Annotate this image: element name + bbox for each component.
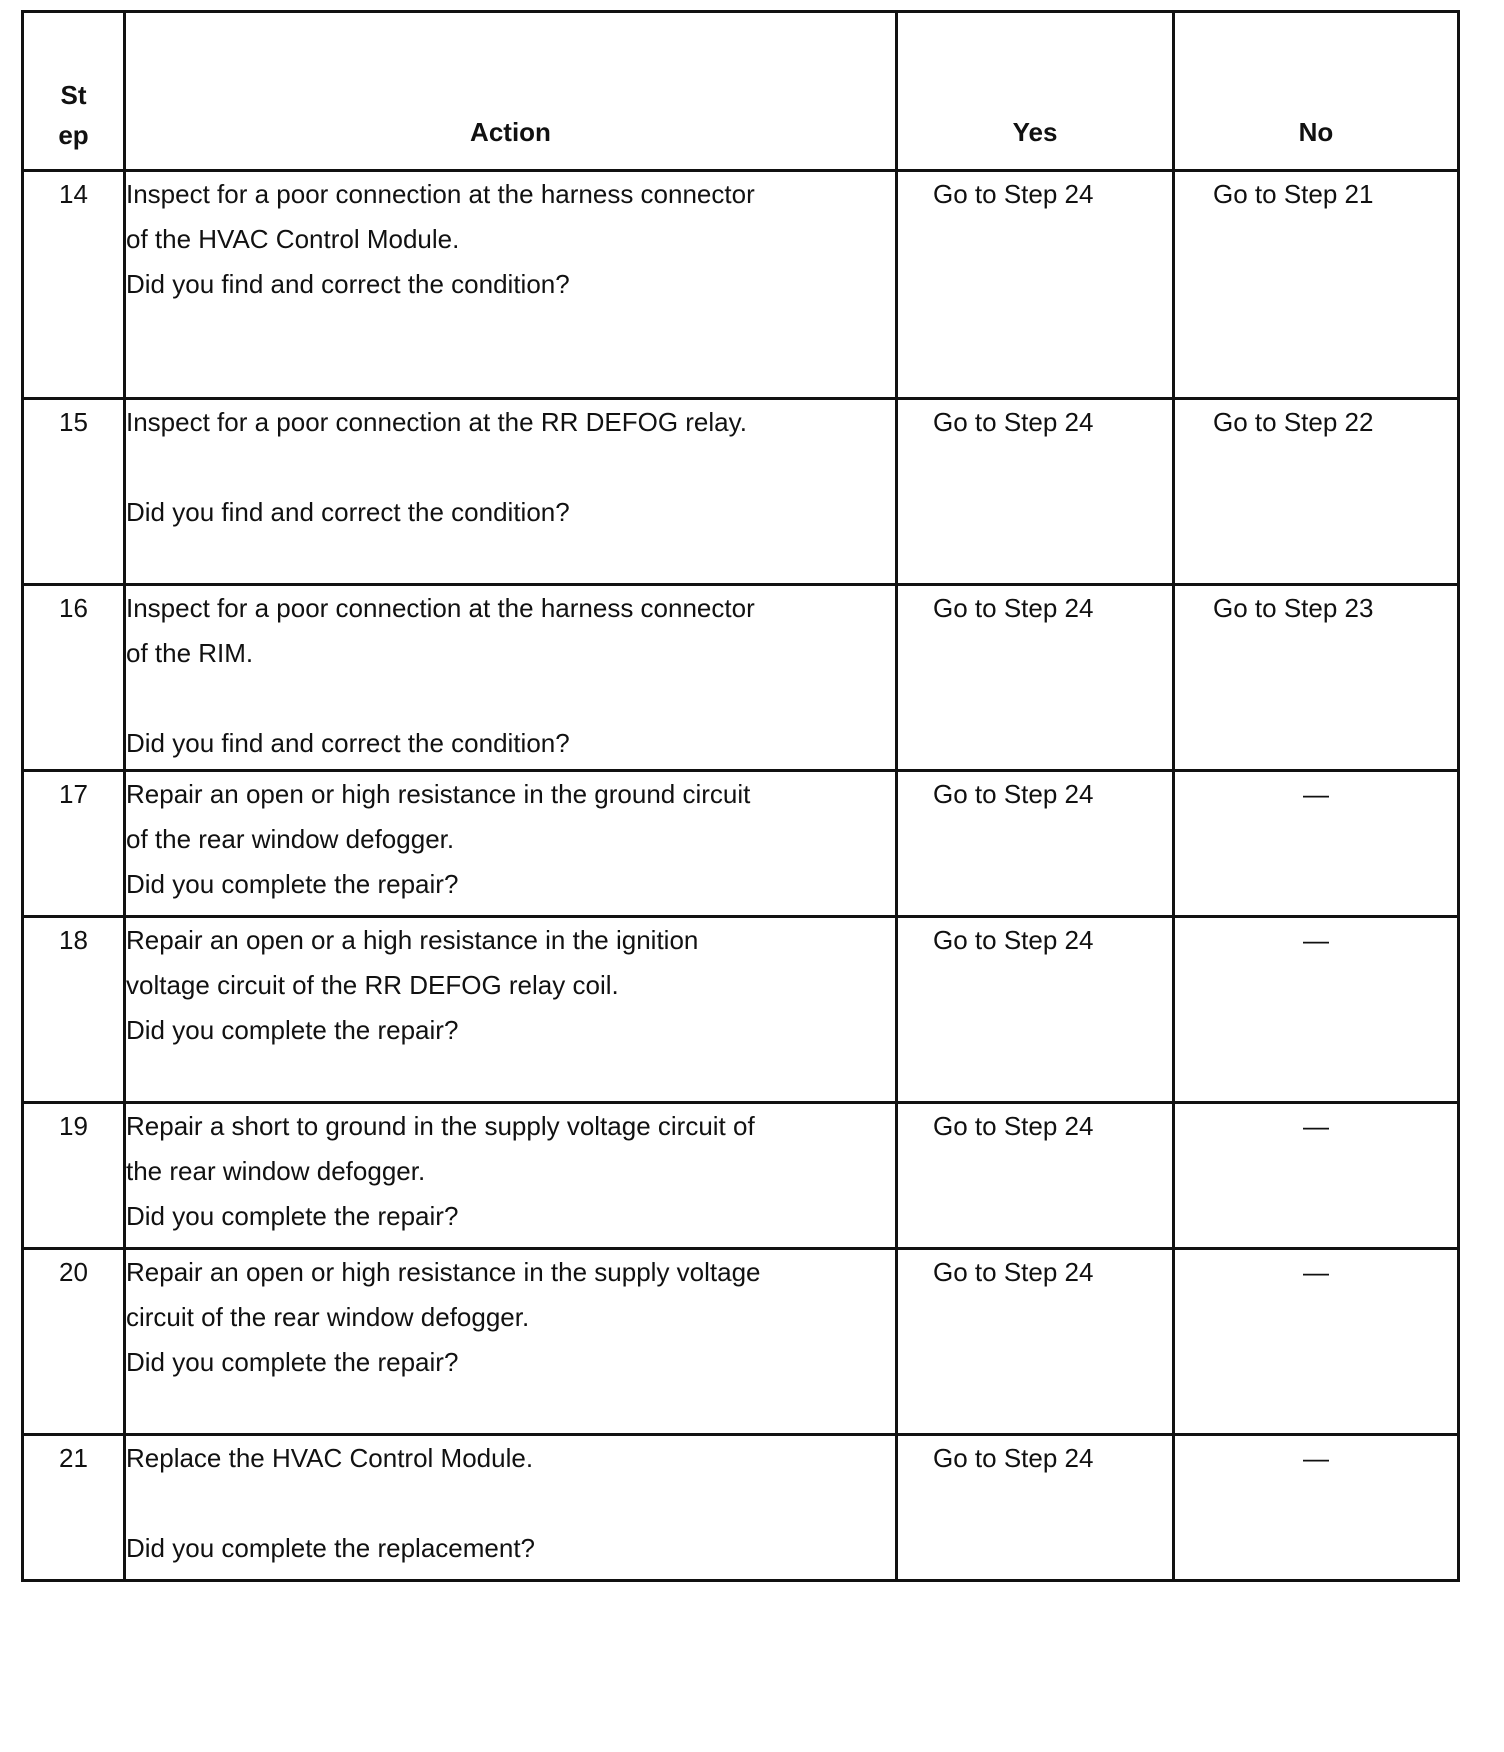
step-number: 19 xyxy=(23,1103,125,1249)
no-result-cell xyxy=(1174,1435,1459,1581)
step-column-header xyxy=(23,12,125,171)
yes-result: Go to Step 24 xyxy=(933,925,1094,955)
yes-result: Go to Step 24 xyxy=(933,593,1094,623)
action-line: Repair a short to ground in the supply voltage circuit of xyxy=(126,1111,755,1141)
action-line: Inspect for a poor connection at the RR DEFOG relay. xyxy=(126,407,747,437)
action-line xyxy=(126,1481,895,1526)
action-cell xyxy=(125,1103,897,1249)
action-line: of the RIM. xyxy=(126,638,254,668)
step-number: 17 xyxy=(23,771,125,917)
action-line: Did you complete the repair? xyxy=(126,869,459,899)
yes-result-cell xyxy=(897,1435,1174,1581)
action-cell xyxy=(125,771,897,917)
no-result: — xyxy=(1303,1257,1329,1287)
action-line: Did you complete the repair? xyxy=(126,1015,459,1045)
action-line: Repair an open or a high resistance in the ignition xyxy=(126,925,699,955)
action-line: Replace the HVAC Control Module. xyxy=(126,1443,534,1473)
action-line: Did you complete the repair? xyxy=(126,1201,459,1231)
action-line: circuit of the rear window defogger. xyxy=(126,1302,530,1332)
action-cell xyxy=(125,917,897,1103)
no-result-cell xyxy=(1174,917,1459,1103)
step-number: 16 xyxy=(23,585,125,771)
yes-result: Go to Step 24 xyxy=(933,1443,1094,1473)
step-number: 14 xyxy=(23,171,125,399)
no-result: — xyxy=(1303,779,1329,809)
step-number: 18 xyxy=(23,917,125,1103)
action-line: Inspect for a poor connection at the harness connector xyxy=(126,179,755,209)
action-line: of the rear window defogger. xyxy=(126,824,455,854)
no-result-cell xyxy=(1174,171,1459,399)
table-row xyxy=(23,1249,1459,1435)
action-line xyxy=(126,676,895,721)
no-result: Go to Step 23 xyxy=(1213,593,1374,623)
yes-result: Go to Step 24 xyxy=(933,779,1094,809)
action-cell xyxy=(125,171,897,399)
action-line: Did you complete the replacement? xyxy=(126,1533,536,1563)
no-result-cell xyxy=(1174,1103,1459,1249)
action-cell xyxy=(125,1435,897,1581)
action-line: Repair an open or high resistance in the supply voltage xyxy=(126,1257,761,1287)
table-row xyxy=(23,1435,1459,1581)
table-row xyxy=(23,1103,1459,1249)
yes-result-cell xyxy=(897,171,1174,399)
action-line: of the HVAC Control Module. xyxy=(126,224,460,254)
action-line: Did you find and correct the condition? xyxy=(126,497,570,527)
yes-result-cell xyxy=(897,917,1174,1103)
yes-result: Go to Step 24 xyxy=(933,1111,1094,1141)
diagnostic-table xyxy=(21,10,1460,1582)
yes-result-cell xyxy=(897,771,1174,917)
action-column-header: Action xyxy=(125,12,897,171)
table-row xyxy=(23,171,1459,399)
action-line xyxy=(126,352,895,397)
yes-result-cell xyxy=(897,399,1174,585)
no-result: Go to Step 22 xyxy=(1213,407,1374,437)
step-number: 20 xyxy=(23,1249,125,1435)
no-result-cell xyxy=(1174,771,1459,917)
action-line: Inspect for a poor connection at the harness connector xyxy=(126,593,755,623)
action-line xyxy=(126,307,895,352)
action-line: Repair an open or high resistance in the ground circuit xyxy=(126,779,751,809)
yes-result: Go to Step 24 xyxy=(933,179,1094,209)
yes-result: Go to Step 24 xyxy=(933,407,1094,437)
action-line: Did you find and correct the condition? xyxy=(126,728,570,758)
no-result: Go to Step 21 xyxy=(1213,179,1374,209)
action-cell xyxy=(125,1249,897,1435)
action-line: Did you find and correct the condition? xyxy=(126,269,570,299)
yes-column-header: Yes xyxy=(897,12,1174,171)
yes-result-cell xyxy=(897,1103,1174,1249)
table-body xyxy=(23,171,1459,1581)
table-row xyxy=(23,399,1459,585)
no-result-cell xyxy=(1174,585,1459,771)
no-result-cell xyxy=(1174,1249,1459,1435)
action-line: Did you complete the repair? xyxy=(126,1347,459,1377)
no-result-cell xyxy=(1174,399,1459,585)
table-row xyxy=(23,585,1459,771)
no-result: — xyxy=(1303,1111,1329,1141)
yes-result-cell xyxy=(897,1249,1174,1435)
table-row xyxy=(23,771,1459,917)
step-number: 15 xyxy=(23,399,125,585)
action-line xyxy=(126,535,895,580)
action-line xyxy=(126,445,895,490)
yes-result: Go to Step 24 xyxy=(933,1257,1094,1287)
action-cell xyxy=(125,399,897,585)
step-header-line2: ep xyxy=(58,120,89,150)
action-line: voltage circuit of the RR DEFOG relay coil. xyxy=(126,970,619,1000)
action-line: the rear window defogger. xyxy=(126,1156,426,1186)
action-line xyxy=(126,1385,895,1430)
table-row xyxy=(23,917,1459,1103)
action-line xyxy=(126,1053,895,1098)
no-column-header: No xyxy=(1174,12,1459,171)
no-result: — xyxy=(1303,1443,1329,1473)
step-number: 21 xyxy=(23,1435,125,1581)
no-result: — xyxy=(1303,925,1329,955)
header-row xyxy=(23,12,1459,171)
yes-result-cell xyxy=(897,585,1174,771)
action-cell xyxy=(125,585,897,771)
step-header-line1: St xyxy=(60,80,87,110)
